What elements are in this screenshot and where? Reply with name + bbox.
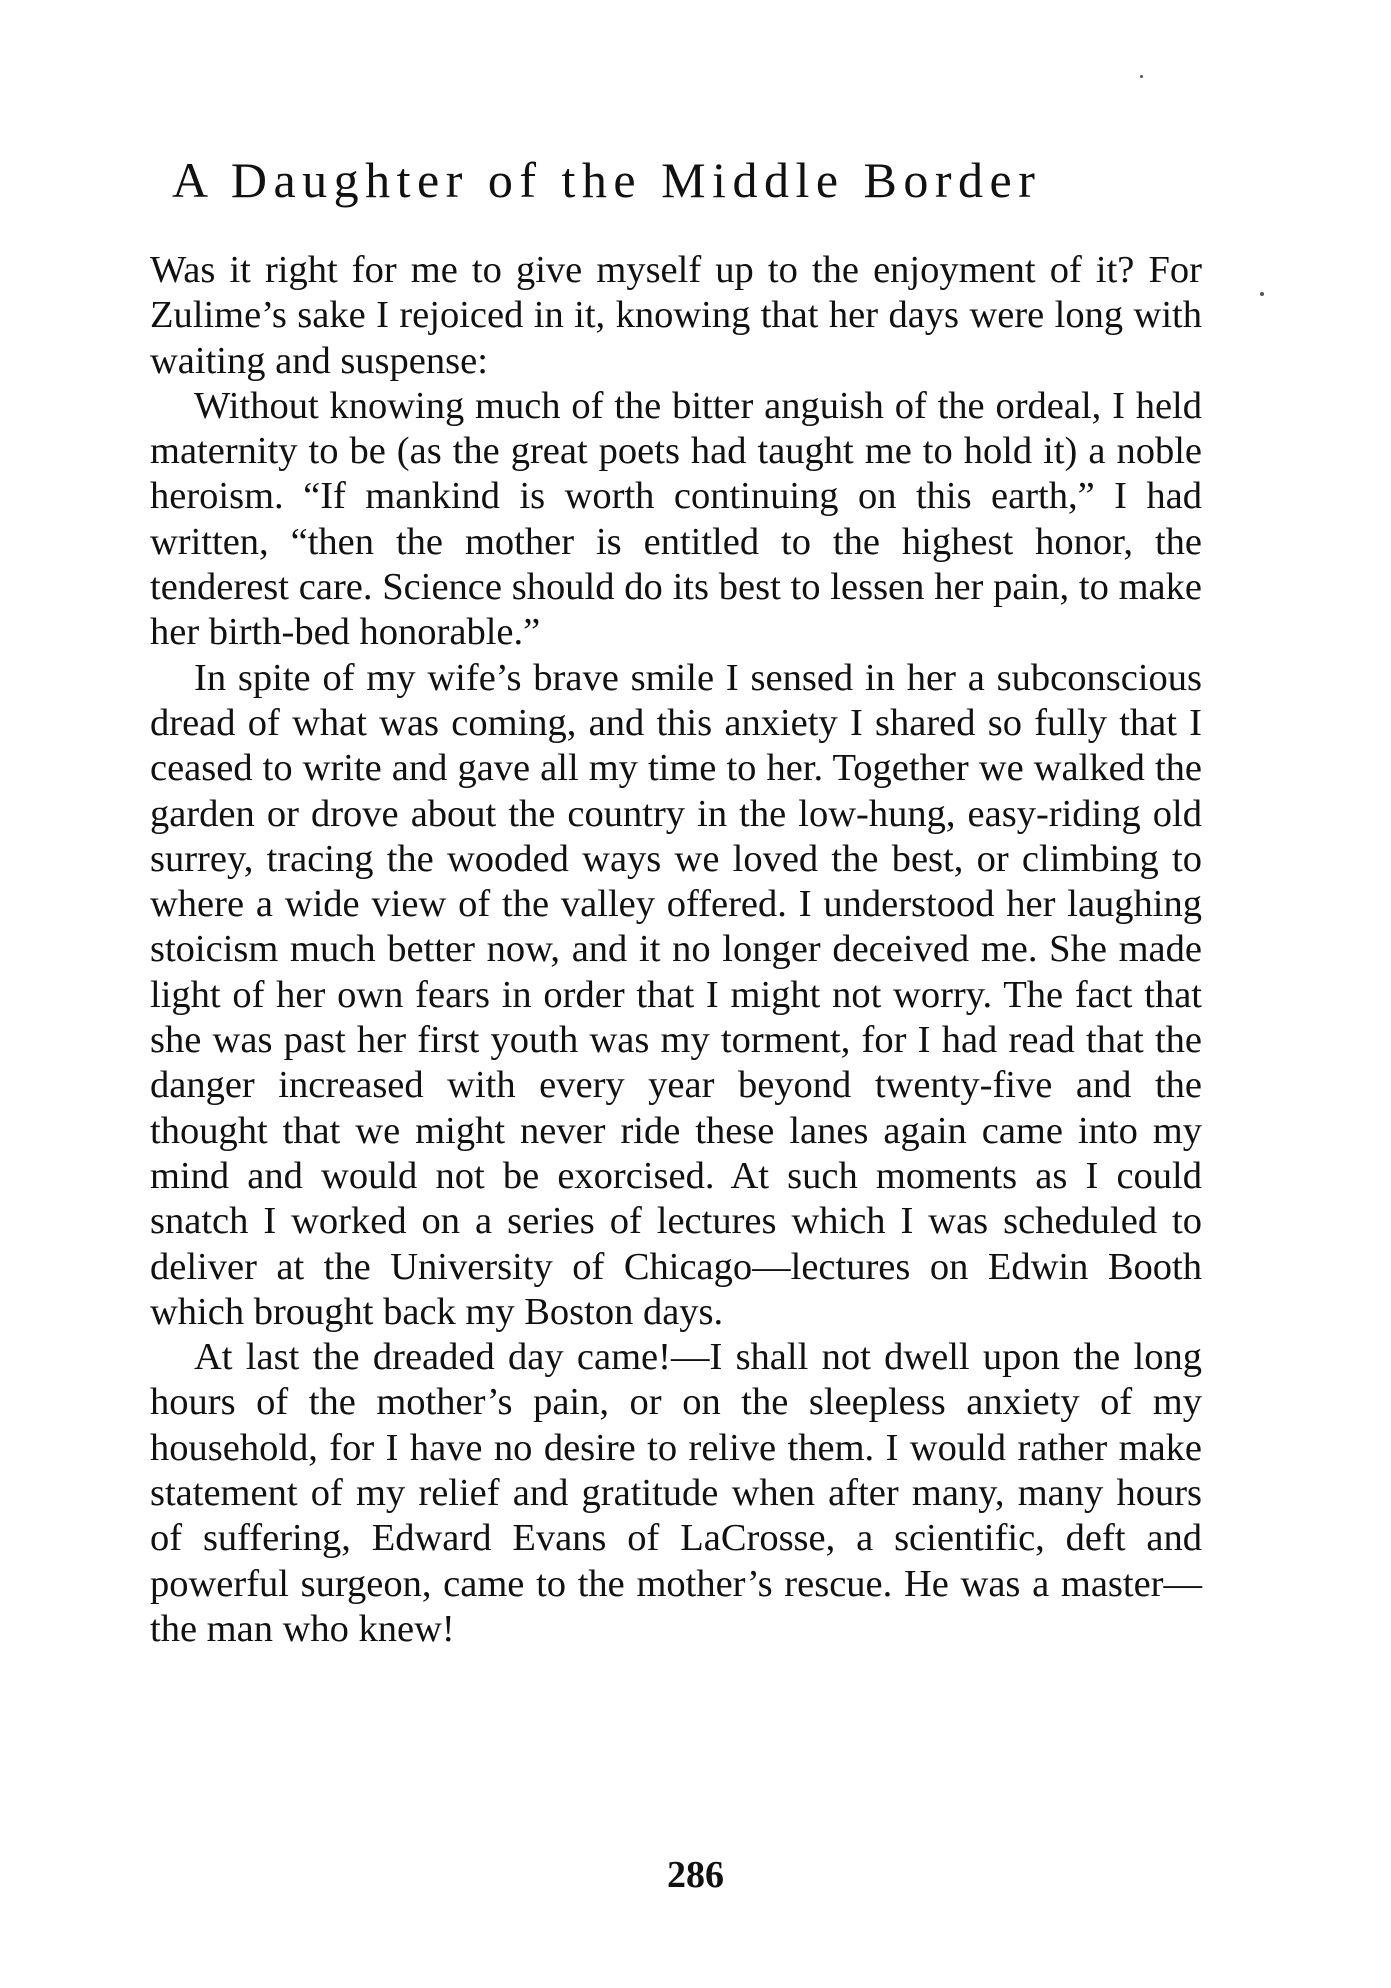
paragraph: In spite of my wife’s brave smile I sensed in her a subconscious dread of what was coming, and this anxiety I shared so fully that I ceased to write and gave all my time to her. Together we walked the garden or drove about the country in the low-hung, easy-riding old surrey, tracing the wooded ways we loved the best, or climbing to where a wide view of the valley offered. I understood her laughing stoicism much better now, and it no longer deceived me. She made light of her own fears in order that I might not worry. The fact that she was past her first youth was my torment, for I had read that the danger increased with every year beyond twenty-five and the thought that we might never ride these lanes again came into my mind and would not be exorcised. At such moments as I could snatch I worked on a series of lectures which I was scheduled to deliver at the University of Chicago—lectures on Edwin Booth which brought back my Boston days. <box>150 656 1202 1333</box>
ink-speck <box>1140 75 1143 78</box>
paragraph: At last the dreaded day came!—I shall not dwell upon the long hours of the mother’s pain, or on the sleepless anxiety of my household, for I have no desire to relive them. I would rather make statement of my relief and gratitude when after many, many hours of suffering, Edward Evans of LaCrosse, a scientific, deft and powerful surgeon, came to the mother’s rescue. He was a master—the man who knew! <box>150 1336 1202 1650</box>
body-text <box>150 248 1202 1652</box>
running-head: A Daughter of the Middle Border <box>172 152 1042 208</box>
paragraph: Without knowing much of the bitter anguish of the ordeal, I held maternity to be (as the great poets had taught me to hold it) a noble heroism. “If mankind is worth continuing on this earth,” I had written, “then the mother is entitled to the highest honor, the tenderest care. Science should do its best to lessen her pain, to make her birth-bed honorable.” <box>150 384 1202 654</box>
page-number: 286 <box>667 1854 724 1896</box>
ink-speck <box>1260 292 1264 296</box>
paragraph: Was it right for me to give myself up to the enjoyment of it? For Zulime’s sake I rejoiced in it, knowing that her days were long with waiting and suspense: <box>150 249 1202 382</box>
